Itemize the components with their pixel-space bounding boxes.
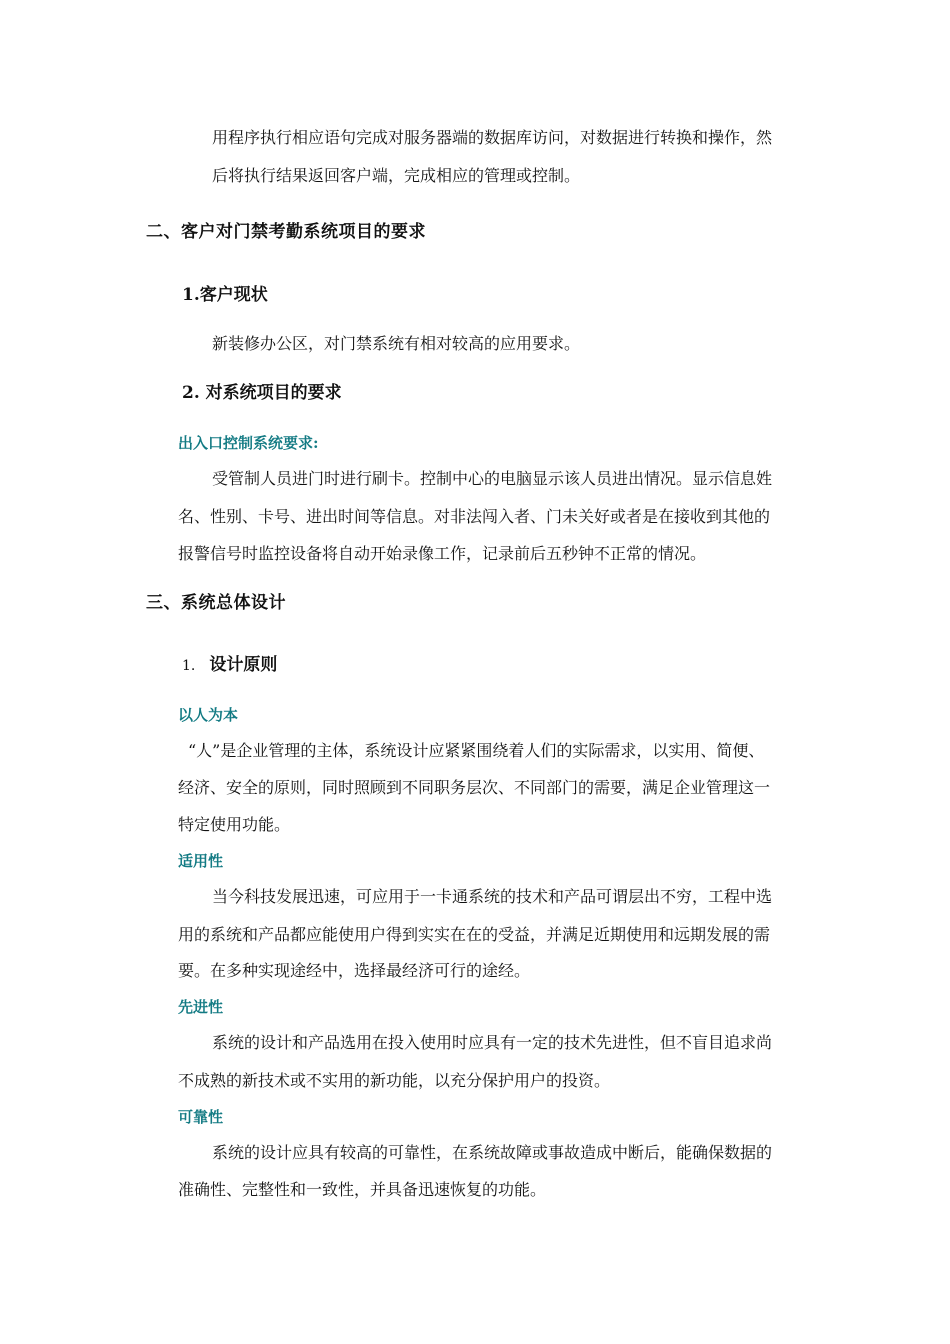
- subsection-3-1-number: 1.: [182, 658, 196, 674]
- access-control-line-3: 报警信号时监控设备将自动开始录像工作，记录前后五秒钟不正常的情况。: [178, 544, 707, 563]
- principle-reliability-line-1: 系统的设计应具有较高的可靠性，在系统故障或事故造成中断后，能确保数据的: [212, 1143, 773, 1162]
- section-2-heading: 二、客户对门禁考勤系统项目的要求: [146, 222, 426, 242]
- principle-label-applicability: 适用性: [178, 852, 224, 870]
- principle-applicability-line-1: 当今科技发展迅速，可应用于一卡通系统的技术和产品可谓层出不穷，工程中选: [212, 887, 773, 906]
- intro-line-1: 用程序执行相应语句完成对服务器端的数据库访问，对数据进行转换和操作，然: [212, 128, 773, 147]
- principle-label-people: 以人为本: [178, 706, 239, 724]
- principle-people-line-1: “人”是企业管理的主体，系统设计应紧紧围绕着人们的实际需求，以实用、简便、: [188, 741, 765, 760]
- principle-advanced-line-2: 不成熟的新技术或不实用的新功能，以充分保护用户的投资。: [178, 1071, 611, 1090]
- principle-label-advanced: 先进性: [178, 998, 224, 1016]
- access-control-line-1: 受管制人员进门时进行刷卡。控制中心的电脑显示该人员进出情况。显示信息姓: [212, 469, 773, 488]
- subsection-3-1-title: 设计原则: [209, 655, 278, 675]
- access-control-line-2: 名、性别、卡号、进出时间等信息。对非法闯入者、门未关好或者是在接收到其他的: [178, 507, 771, 526]
- access-control-label: 出入口控制系统要求:: [178, 434, 319, 452]
- subsection-3-1-heading: [182, 655, 277, 676]
- principle-people-line-2: 经济、安全的原则，同时照顾到不同职务层次、不同部门的需要，满足企业管理这一: [178, 778, 771, 797]
- subsection-2-2-heading: 2. 对系统项目的要求: [182, 383, 342, 403]
- principle-applicability-line-2: 用的系统和产品都应能使用户得到实实在在的受益，并满足近期使用和远期发展的需: [178, 925, 771, 944]
- subsection-2-1-body: 新装修办公区，对门禁系统有相对较高的应用要求。: [212, 334, 581, 353]
- principle-label-reliability: 可靠性: [178, 1108, 224, 1126]
- principle-applicability-line-3: 要。在多种实现途经中，选择最经济可行的途经。: [178, 961, 531, 980]
- section-3-heading: 三、系统总体设计: [146, 593, 286, 613]
- principle-advanced-line-1: 系统的设计和产品选用在投入使用时应具有一定的技术先进性，但不盲目追求尚: [212, 1033, 773, 1052]
- intro-line-2: 后将执行结果返回客户端，完成相应的管理或控制。: [212, 166, 581, 185]
- principle-people-line-3: 特定使用功能。: [178, 815, 291, 834]
- principle-reliability-line-2: 准确性、完整性和一致性，并具备迅速恢复的功能。: [178, 1180, 547, 1199]
- subsection-2-1-heading: 1.客户现状: [182, 285, 268, 305]
